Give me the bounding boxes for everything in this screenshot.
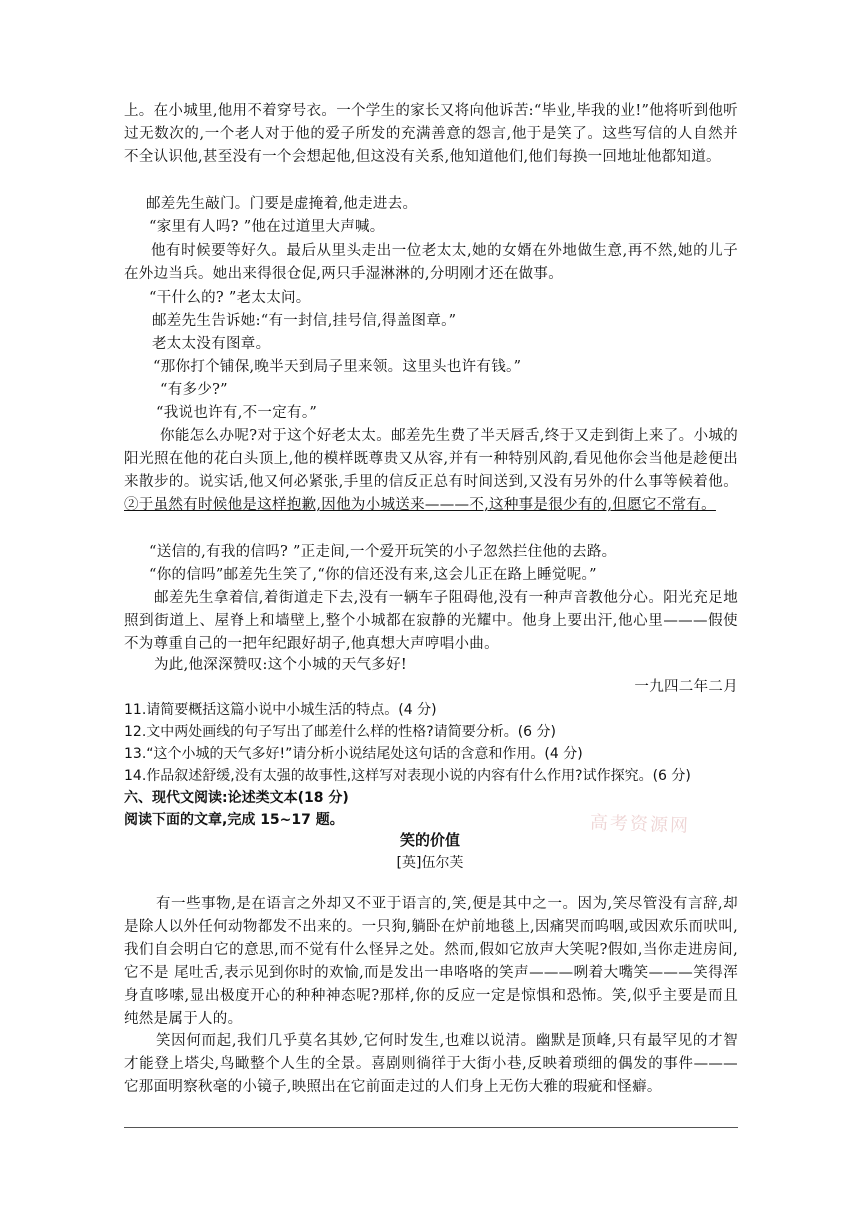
story-paragraph: “干什么的? ”老太太问。: [149, 290, 311, 306]
story-paragraph: “有多少?”: [160, 382, 228, 398]
essay-paragraph: 笑因何而起,我们几乎莫名其妙,它何时发生,也难以说清。幽默是顶峰,只有最罕见的才智才能登上塔尖,鸟瞰整个人生的全景。喜剧则徜徉于大街小巷,反映着琐细的偶发的事件———它那面明察秋毫的小镜子,映照出在它前面走过的人们身上无伤大雅的瑕疵和怪癖。: [124, 1033, 738, 1095]
story-paragraph: 邮差先生拿着信,着街道走下去,没有一辆车子阻碍他,没有一种声音教他分心。阳光充足地照到街道上、屋脊上和墙壁上,整个小城都在寂静的光耀中。他身上要出汗,他心里———假使不为尊重自己的一把年纪跟好胡子,他真想大声哼唱小曲。: [124, 590, 738, 652]
story-paragraph: “我说也许有,不一定有。”: [156, 405, 318, 421]
question-12: 12.文中两处画线的句子写出了邮差什么样的性格?请简要分析。(6 分): [124, 724, 556, 740]
story-paragraph: “家里有人吗? ”他在过道里大声喊。: [149, 219, 385, 235]
question-14: 14.作品叙述舒缓,没有太强的故事性,这样写对表现小说的内容有什么作用?试作探究。(6 分): [124, 768, 691, 784]
watermark-logo: 高考资源网: [589, 812, 691, 837]
essay-paragraph: 有一些事物,是在语言之外却又不亚于语言的,笑,便是其中之一。因为,笑尽管没有言辞,却是除人以外任何动物都发不出来的。一只狗,躺卧在炉前地毯上,因痛哭而呜咽,或因欢乐而吠叫,我们自会明白它的意思,而不觉有什么怪异之处。然而,假如它放声大笑呢?假如,当你走进房间,它不是 尾吐舌,表示见到你时的欢愉,而是发出一串咯咯的笑声———咧着大嘴笑———笑得浑身直哆嗦,显出极度开心的种种神态呢?那样,你的反应一定是惊惧和恐怖。笑,似乎主要是而且纯然是属于人的。: [124, 896, 738, 1027]
story-paragraph: 老太太没有图章。: [152, 336, 271, 352]
footer-divider: [124, 1127, 738, 1128]
question-11: 11.请简要概括这篇小说中小城生活的特点。(4 分): [124, 702, 437, 718]
story-text: 你能怎么办呢?对于这个好老太太。邮差先生费了半天唇舌,终于又走到街上来了。小城的阳光照在他的花白头顶上,他的模样既尊贵又从容,并有一种特别风韵,看见他你会当他是趁便出来散步的。说实话,他又何必紧张,手里的信反正总有时间送到,又没有另外的什么事等候着他。: [124, 428, 738, 490]
essay-title: 笑的价值: [399, 831, 460, 849]
story-paragraph: “你的信吗”邮差先生笑了,“你的信还没有来,这会儿正在路上睡觉呢。”: [149, 567, 597, 583]
story-paragraph: 邮差先生告诉她:“有一封信,挂号信,得盖图章。”: [152, 313, 457, 329]
story-paragraph: 为此,他深深赞叹:这个小城的天气多好!: [154, 657, 408, 673]
question-13: 13.“这个小城的天气多好!”请分析小说结尾处这句话的含意和作用。(4 分): [124, 746, 583, 762]
story-date: 一九四二年二月: [634, 679, 738, 695]
section-heading: 六、现代文阅读:论述类文本(18 分): [124, 790, 349, 806]
story-paragraph: “那你打个铺保,晚半天到局子里来领。这里头也许有钱。”: [153, 359, 522, 375]
section-instruction: 阅读下面的文章,完成 15~17 题。: [124, 812, 344, 828]
story-paragraph: “送信的,有我的信吗? ”正走间,一个爱开玩笑的小子忽然拦住他的去路。: [149, 544, 617, 560]
story-paragraph: 邮差先生敲门。门要是虚掩着,他走进去。: [146, 196, 418, 212]
essay-author: [英]伍尔芙: [396, 855, 464, 871]
story-paragraph: 他有时候要等好久。最后从里头走出一位老太太,她的女婿在外地做生意,再不然,她的儿子在外边当兵。她出来得很仓促,两只手湿淋淋的,分明刚才还在做事。: [124, 243, 738, 282]
story-paragraph: 上。在小城里,他用不着穿号衣。一个学生的家长又将向他诉苦:“毕业,毕我的业!”他将听到他听过无数次的,一个老人对于他的爱子所发的充满善意的怨言,他于是笑了。这些写信的人自然并不全认识他,甚至没有一个会想起他,但这没有关系,他知道他们,他们每换一回地址他都知道。: [124, 103, 738, 165]
story-paragraph-underlined: [124, 425, 738, 517]
underlined-sentence: ②于虽然有时候他是这样抱歉,因他为小城送来———不,这种事是很少有的,但愿它不常有。: [124, 497, 716, 513]
